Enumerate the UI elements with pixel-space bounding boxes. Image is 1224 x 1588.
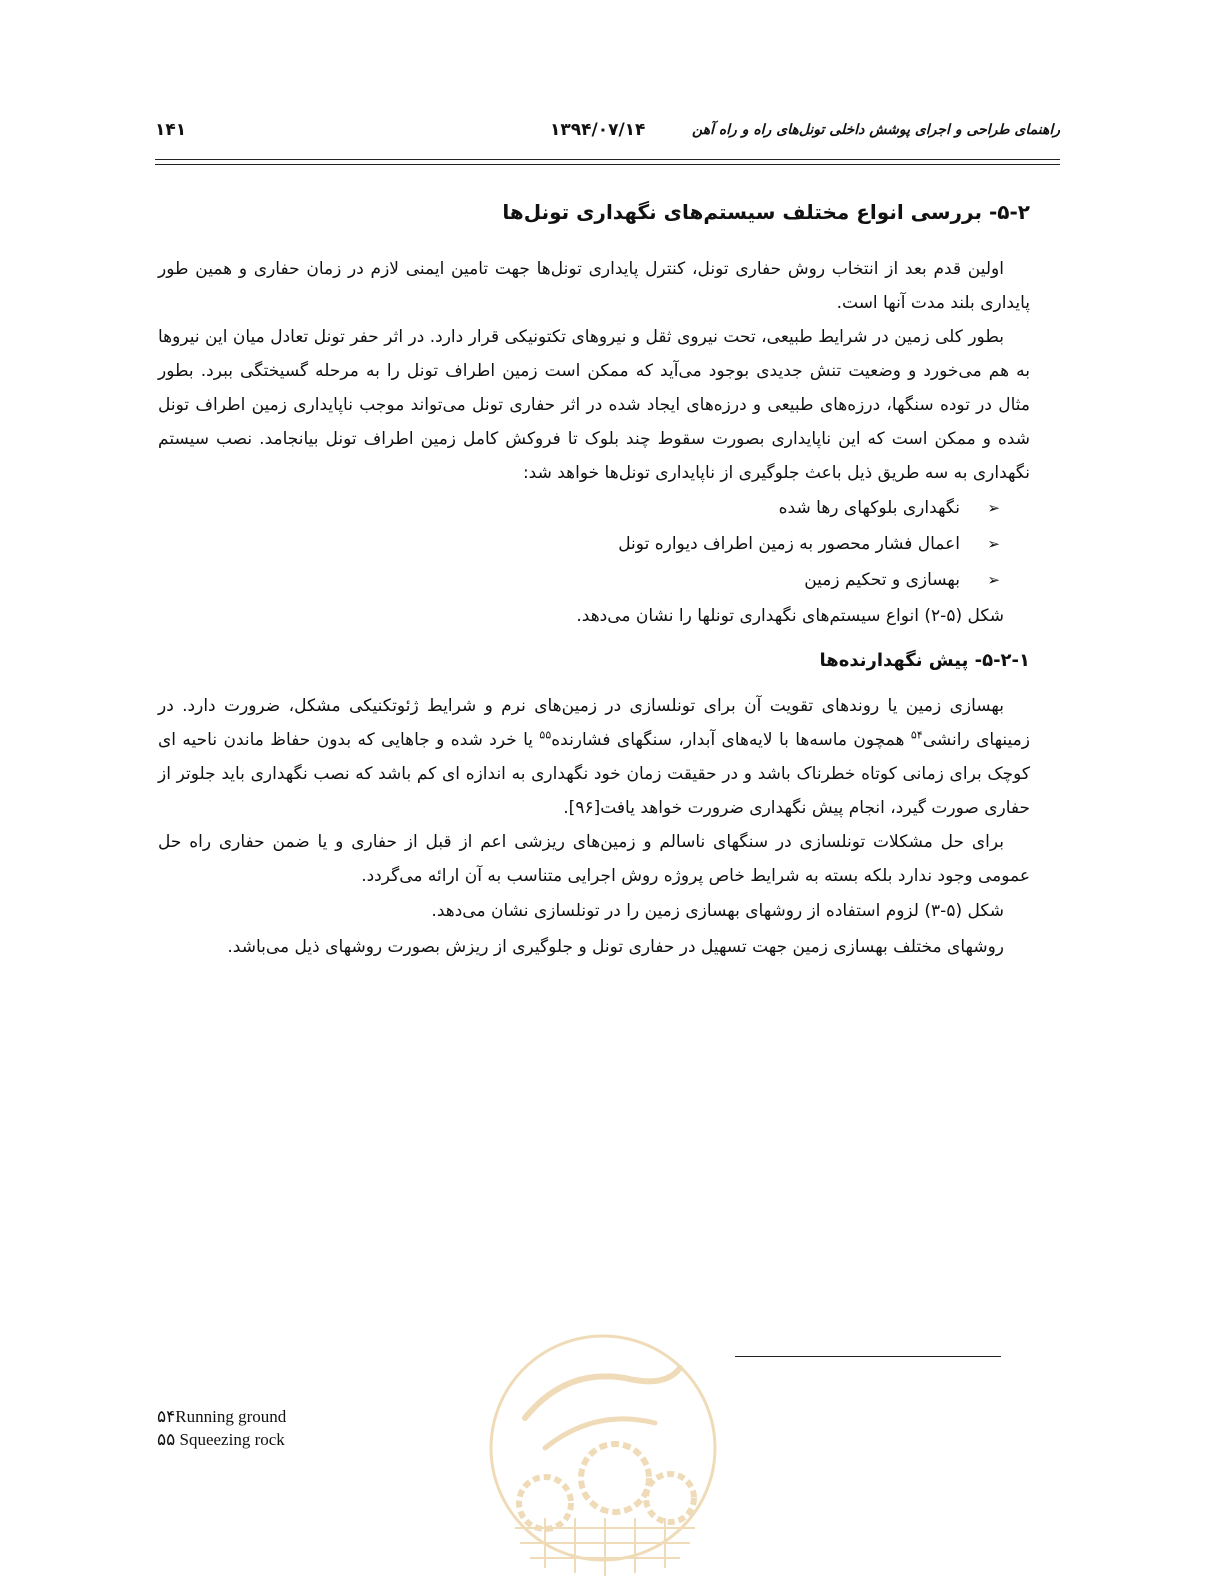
subsection-paragraph-2: برای حل مشکلات تونلسازی در سنگهای ناسالم و زمین‌های ریزشی اعم از قبل از حفاری و یا ضمن حفاری راه حل عمومی وجود ندارد بلکه بسته به شرایط خاص پروژه روش اجرایی متناسب به آن ارائه می‌گردد. (158, 832, 1030, 886)
figure-reference: شکل (۵-۲) انواع سیستم‌های نگهداری تونلها را نشان می‌دهد. (576, 606, 1004, 626)
list-item-text: اعمال فشار محصور به زمین اطراف دیواره تونل (618, 534, 960, 554)
footnote-54: ۵۴Running ground (157, 1407, 287, 1426)
list-item (158, 490, 1000, 526)
body-content (158, 200, 1030, 965)
section-paragraph-1: اولین قدم بعد از انتخاب روش حفاری تونل، کنترل پایداری تونل‌ها جهت تامین ایمنی لازم در زمان حفاری و همین طور پایداری بلند مدت آنها است. (158, 259, 1030, 313)
publisher-seal-watermark-icon (485, 1328, 725, 1588)
section-paragraph-2: بطور کلی زمین در شرایط طبیعی، تحت نیروی ثقل و نیروهای تکتونیکی قرار دارد. در اثر حفر تونل تعادل میان این نیروها به هم می‌خورد و وضعیت تنش جدیدی بوجود می‌آید که ممکن است زمین اطراف تونل را به مرحله گسیختگی ببرد. بطور مثال در توده سنگها، درزه‌های طبیعی و درزه‌های ایجاد شده در اثر حفاری تونل می‌تواند موجب ناپایداری زمین اطراف تونل شده و ممکن است که این ناپایداری بصورت سقوط چند بلوک تا فروکش کامل زمین اطراف تونل بیانجامد. نصب سیستم نگهداری به سه طریق ذیل باعث جلوگیری از ناپایداری تونل‌ها خواهد شد: (158, 327, 1030, 483)
text-run: یا خرد شده و جاهایی که بدون حفاظ ماندن ناحیه ای کوچک برای زمانی کوتاه خطرناک باشد و در حقیقت زمان خود نگهداری به اندازه ای کم باشد که نصب نگهداری باید جلوتر از حفاری صورت گیرد، انجام پیش نگهداری ضرورت خواهد یافت[۹۶]. (158, 730, 1030, 818)
arrow-bullet-icon: ➢ (987, 499, 1000, 517)
header-date: ۱۳۹۴/۰۷/۱۴ (550, 120, 646, 140)
support-methods-list (158, 490, 1030, 598)
subsection-paragraph-1 (158, 689, 1030, 825)
list-item-text: نگهداری بلوکهای رها شده (778, 498, 960, 518)
text-run: بهسازی زمین یا روندهای تقویت آن برای تونلسازی در زمین‌های نرم و شرایط ژئوتکنیکی مشکل، ضرورت دارد. در زمینهای رانشی (158, 696, 1030, 750)
footnote-55: ۵۵ Squeezing rock (157, 1430, 285, 1449)
footnote-mark: ۵۵ (539, 728, 552, 742)
header-title: راهنمای طراحی و اجرای پوشش داخلی تونل‌های راه و راه آهن (692, 122, 1060, 138)
arrow-bullet-icon: ➢ (987, 571, 1000, 589)
subsection-heading: ۵-۲-۱- پیش نگهدارنده‌ها (819, 650, 1030, 671)
figure-reference: شکل (۵-۳) لزوم استفاده از روشهای بهسازی زمین را در تونلسازی نشان می‌دهد. (431, 901, 1004, 921)
header-rule-top (155, 159, 1060, 160)
page-number: ۱۴۱ (155, 120, 187, 140)
text-run: همچون ماسه‌ها با لایه‌های آبدار، سنگهای فشارنده (551, 730, 911, 750)
header-rule-bottom (155, 164, 1060, 165)
list-item (158, 526, 1000, 562)
list-item (158, 562, 1000, 598)
section-heading: ۵-۲- بررسی انواع مختلف سیستم‌های نگهداری تونل‌ها (502, 200, 1030, 224)
subsection-paragraph-3: روشهای مختلف بهسازی زمین جهت تسهیل در حفاری تونل و جلوگیری از ریزش بصورت روشهای ذیل می‌باشد. (227, 937, 1004, 957)
footnote-mark: ۵۴ (910, 728, 923, 742)
running-header (155, 120, 1060, 150)
arrow-bullet-icon: ➢ (987, 535, 1000, 553)
footnote-separator (735, 1356, 1001, 1357)
list-item-text: بهسازی و تحکیم زمین (804, 570, 960, 590)
